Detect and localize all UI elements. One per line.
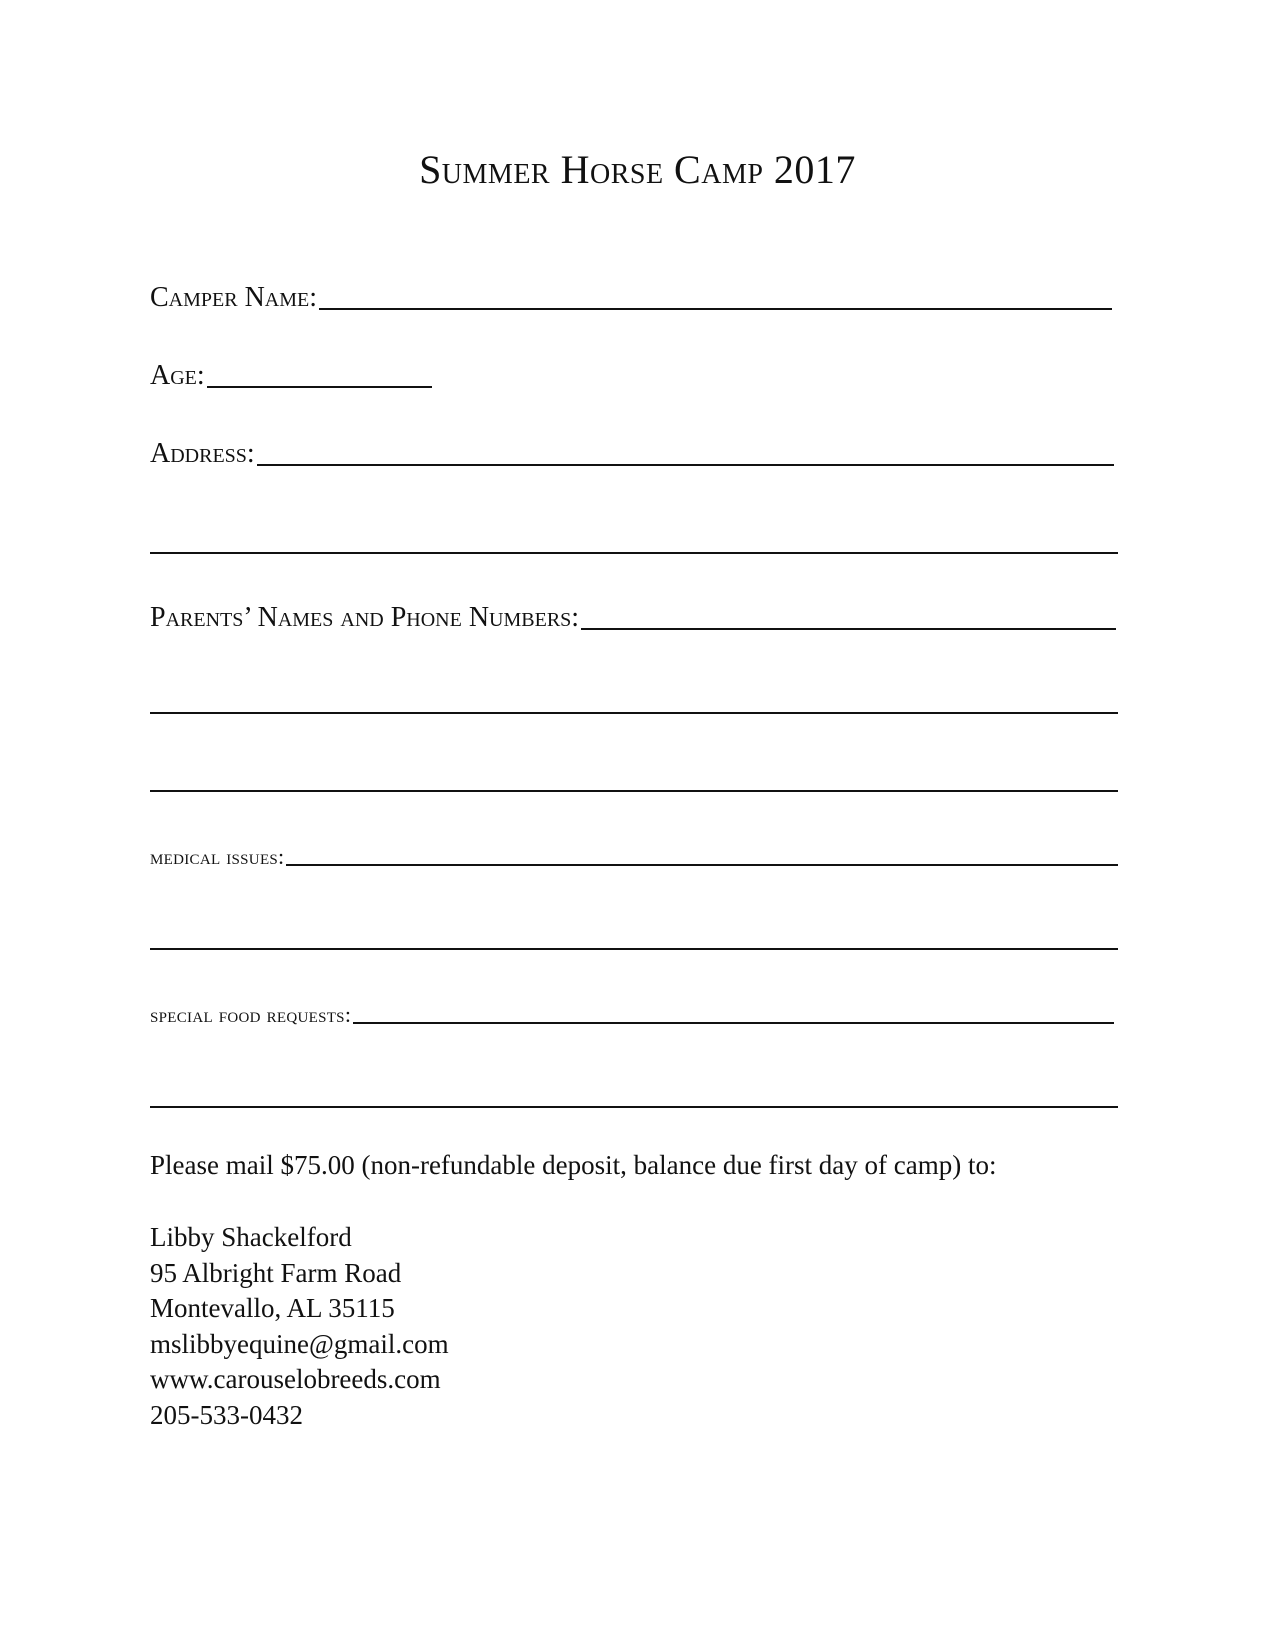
- food-requests-field[interactable]: [150, 1004, 1114, 1026]
- contact-phone[interactable]: 205-533-0432: [150, 1399, 303, 1430]
- camper-name-label: Camper Name:: [150, 282, 318, 313]
- contact-name: Libby Shackelford: [150, 1222, 352, 1252]
- parents-line-2[interactable]: [150, 712, 1118, 714]
- contact-website[interactable]: www.carouselobreeds.com: [150, 1364, 441, 1394]
- contact-street: 95 Albright Farm Road: [150, 1257, 402, 1288]
- contact-block: [150, 1220, 449, 1433]
- age-label: Age:: [150, 360, 205, 391]
- page-title: Summer Horse Camp 2017: [419, 147, 856, 192]
- medical-issues-field[interactable]: [150, 846, 1118, 868]
- medical-issues-label: medical issues:: [150, 844, 285, 869]
- address-line[interactable]: [257, 464, 1114, 466]
- parents-line[interactable]: [581, 628, 1116, 630]
- contact-city: Montevallo, AL 35115: [150, 1293, 395, 1323]
- medical-issues-line-2[interactable]: [150, 948, 1118, 950]
- age-line[interactable]: [207, 386, 432, 388]
- address-line-2[interactable]: [150, 552, 1118, 554]
- food-requests-label: special food requests:: [150, 1002, 352, 1027]
- medical-issues-line[interactable]: [286, 864, 1118, 866]
- parents-field[interactable]: [150, 604, 1116, 632]
- address-field[interactable]: [150, 440, 1114, 468]
- parents-line-3[interactable]: [150, 790, 1118, 792]
- address-label: Address:: [150, 438, 255, 469]
- contact-email[interactable]: mslibbyequine@gmail.com: [150, 1328, 449, 1359]
- mail-instruction: Please mail $75.00 (non-refundable deposit, balance due first day of camp) to:: [150, 1150, 997, 1180]
- parents-label: Parents’ Names and Phone Numbers:: [150, 602, 580, 633]
- age-field[interactable]: [150, 362, 432, 390]
- food-requests-line[interactable]: [353, 1022, 1114, 1024]
- camper-name-line[interactable]: [319, 308, 1112, 310]
- camper-name-field[interactable]: [150, 284, 1112, 312]
- food-requests-line-2[interactable]: [150, 1106, 1118, 1108]
